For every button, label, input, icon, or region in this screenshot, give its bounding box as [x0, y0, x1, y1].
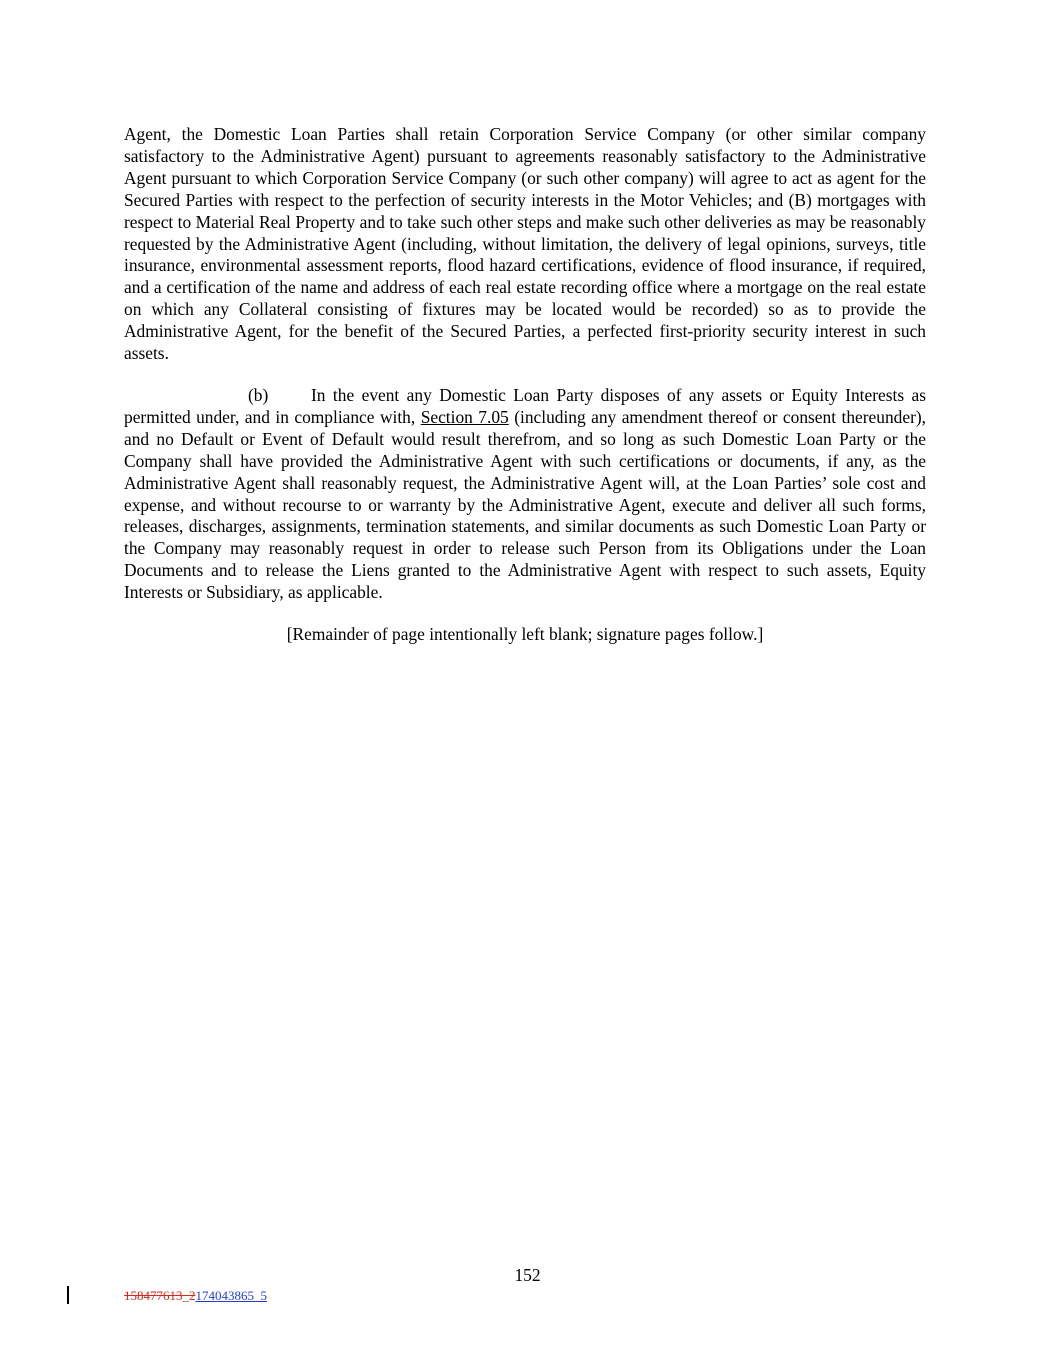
paragraph-b-text-end: (including any amendment thereof or consent thereunder), and no Default or Event of Default would result therefrom, and so long as such Domestic Loan Party or the Company shall have provided the Administrative Agent with such certifications or documents, if any, as the Administrative Agent shall reasonably request, the Administrative Agent will, at the Loan Parties’ sole cost and expense, and without recourse to or warranty by the Administrative Agent, execute and deliver all such forms, releases, discharges, assignments, termination statements, and similar documents as such Domestic Loan Party or the Company may reasonably request in order to release such Person from its Obligations under the Loan Documents and to release the Liens granted to the Administrative Agent with respect to such assets, Equity Interests or Subsidiary, as applicable. [124, 406, 927, 603]
paragraph-a-continuation: Agent, the Domestic Loan Parties shall retain Corporation Service Company (or other similar company satisfactory to the Administrative Agent) pursuant to agreements reasonably satisfactory to the Administrative Agent pursuant to which Corporation Service Company (or such other company) will agree to act as agent for the Secured Parties with respect to the perfection of security interests in the Motor Vehicles; and (B) mortgages with respect to Material Real Property and to take such other steps and make such other deliveries as may be reasonably requested by the Administrative Agent (including, without limitation, the delivery of legal opinions, surveys, title insurance, environmental assessment reports, flood hazard certifications, evidence of flood insurance, if required, and a certification of the name and address of each real estate recording office where a mortgage on the real estate on which any Collateral consisting of fixtures may be located would be recorded) so as to provide the Administrative Agent, for the benefit of the Secured Parties, a perfected first-priority security interest in such assets. [124, 124, 926, 364]
paragraph-b [124, 385, 926, 604]
document-id-inserted: 174043865_5 [195, 1288, 267, 1303]
revision-change-bar [67, 1286, 69, 1304]
document-id-deleted: 158477613_2 [124, 1288, 196, 1303]
page-number: 152 [514, 1265, 541, 1285]
section-reference: Section 7.05 [420, 406, 509, 427]
document-body [124, 124, 926, 646]
paragraph-b-text-start: In the event any Domestic Loan Party disposes of any assets or Equity Interests as permitted under, and in compliance with, [124, 384, 926, 427]
paragraph-b-label: (b) [248, 384, 269, 405]
document-id [124, 1288, 267, 1304]
closing-note: [Remainder of page intentionally left blank; signature pages follow.] [286, 624, 764, 645]
